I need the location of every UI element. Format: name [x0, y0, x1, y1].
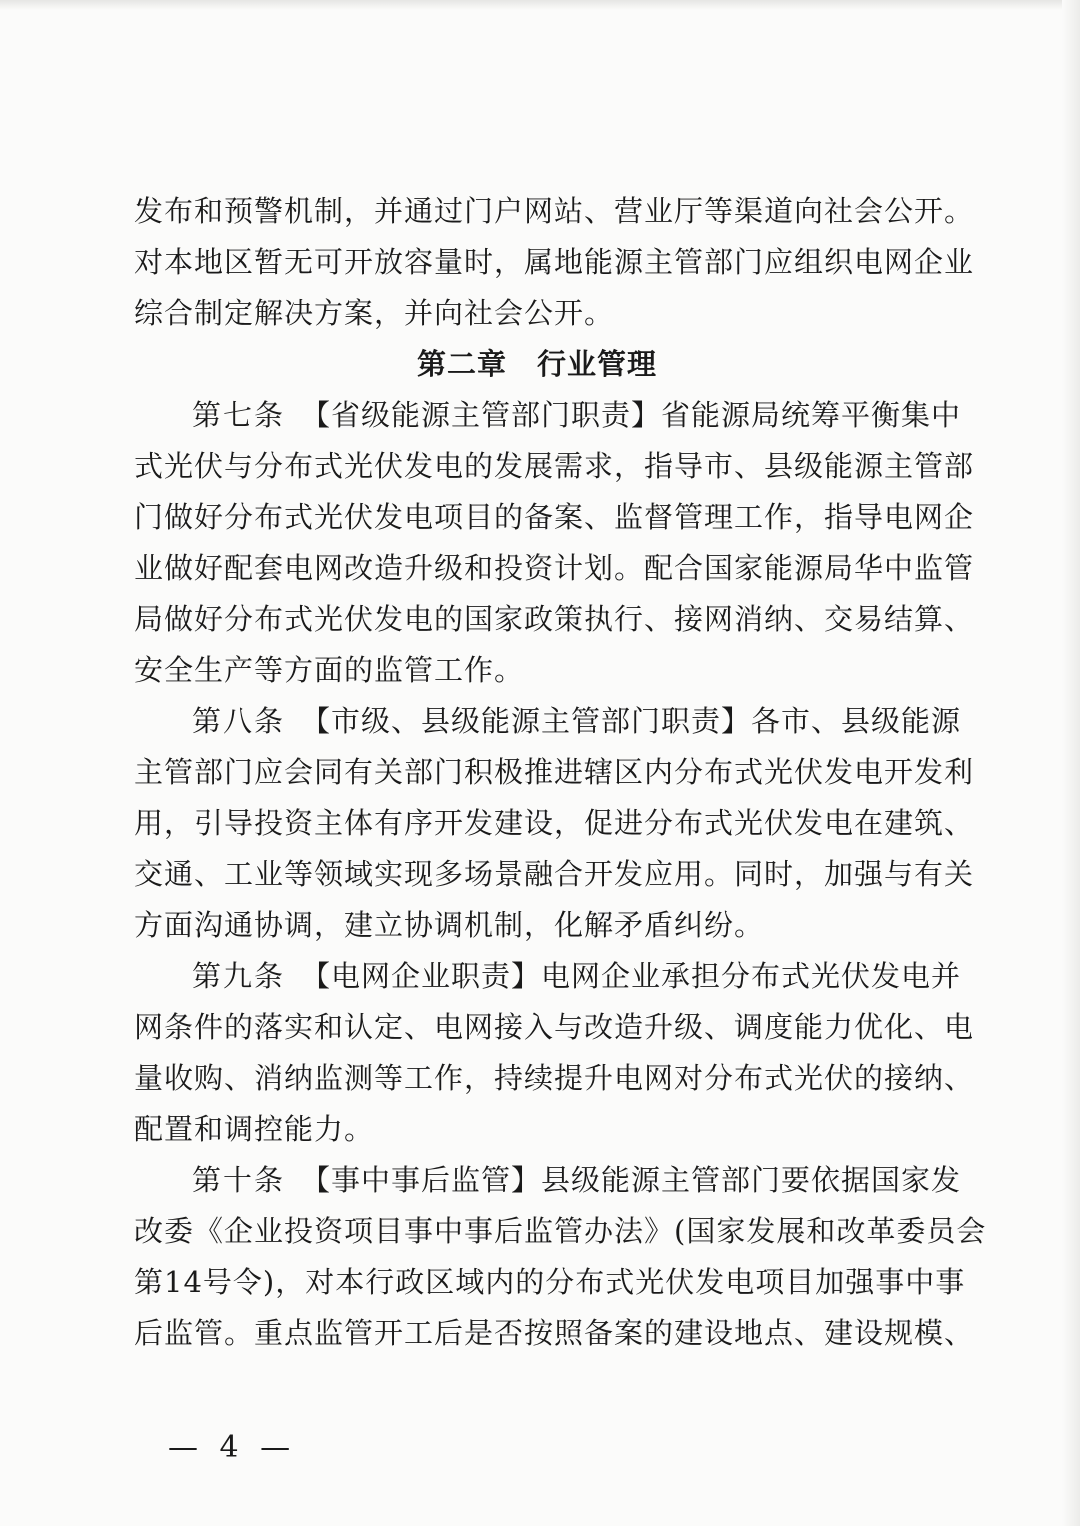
article-number: 第十条 — [192, 1163, 286, 1197]
chapter-title: 行业管理 — [537, 347, 658, 381]
text-line: 发布和预警机制，并通过门户网站、营业厅等渠道向社会公开。 — [134, 194, 975, 228]
text-line: 业做好配套电网改造升级和投资计划。配合国家能源局华中监管 — [134, 551, 975, 585]
article-first-line — [134, 1155, 962, 1206]
text-line: 主管部门应会同有关部门积极推进辖区内分布式光伏发电开发利 — [134, 755, 975, 789]
article-text: 【电网企业职责】电网企业承担分布式光伏发电并 — [301, 959, 962, 993]
text-line: 改委《企业投资项目事中事后监管办法》(国家发展和改革委员会 — [134, 1214, 987, 1248]
text-line: 对本地区暂无可开放容量时，属地能源主管部门应组织电网企业 — [134, 245, 975, 279]
page-number: — 4 — — [168, 1430, 297, 1465]
text-line: 安全生产等方面的监管工作。 — [134, 653, 525, 687]
text-line: 局做好分布式光伏发电的国家政策执行、接网消纳、交易结算、 — [134, 602, 975, 636]
article-first-line — [134, 951, 962, 1002]
chapter-number: 第二章 — [416, 347, 507, 381]
article-text: 【省级能源主管部门职责】省能源局统筹平衡集中 — [301, 398, 962, 432]
article-first-line — [134, 390, 962, 441]
text-line: 第14号令)，对本行政区域内的分布式光伏发电项目加强事中事 — [134, 1265, 966, 1299]
chapter-heading — [134, 339, 940, 390]
article-text: 【市级、县级能源主管部门职责】各市、县级能源 — [301, 704, 962, 738]
text-line: 量收购、消纳监测等工作，持续提升电网对分布式光伏的接纳、 — [134, 1061, 975, 1095]
text-line: 综合制定解决方案，并向社会公开。 — [134, 296, 615, 330]
body-text — [134, 186, 987, 1359]
text-line: 用，引导投资主体有序开发建设，促进分布式光伏发电在建筑、 — [134, 806, 975, 840]
scan-edge-top — [0, 0, 1080, 10]
article-number: 第九条 — [192, 959, 286, 993]
article-number: 第七条 — [192, 398, 286, 432]
text-line: 配置和调控能力。 — [134, 1112, 375, 1146]
text-line: 后监管。重点监管开工后是否按照备案的建设地点、建设规模、 — [134, 1316, 975, 1350]
article-text: 【事中事后监管】县级能源主管部门要依据国家发 — [301, 1163, 962, 1197]
text-line: 交通、工业等领域实现多场景融合开发应用。同时，加强与有关 — [134, 857, 975, 891]
article-first-line — [134, 696, 962, 747]
scan-edge-right — [1062, 0, 1080, 1526]
text-line: 式光伏与分布式光伏发电的发展需求，指导市、县级能源主管部 — [134, 449, 975, 483]
text-line: 方面沟通协调，建立协调机制，化解矛盾纠纷。 — [134, 908, 765, 942]
text-line: 网条件的落实和认定、电网接入与改造升级、调度能力优化、电 — [134, 1010, 975, 1044]
text-line: 门做好分布式光伏发电项目的备案、监督管理工作，指导电网企 — [134, 500, 975, 534]
article-number: 第八条 — [192, 704, 286, 738]
